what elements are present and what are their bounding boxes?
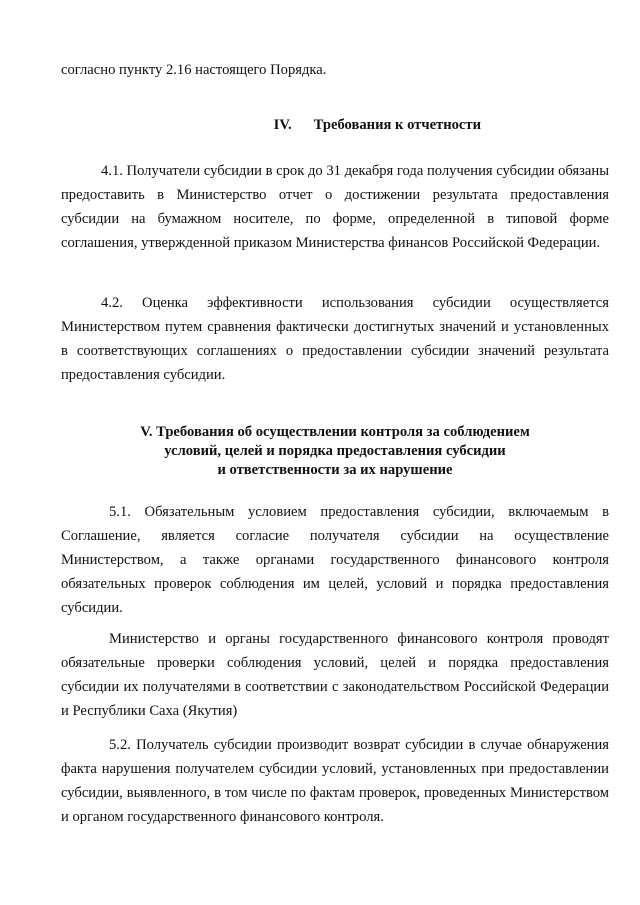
section-4-number: IV.	[273, 117, 292, 133]
paragraph-4-1: 4.1. Получатели субсидии в срок до 31 декабря года получения субсидии обязаны предоставить в Министерство отчет о достижении результата предоставления субсидии на бумажном носителе, по форме, определенной в типовой форме соглашения, утвержденной приказом Министерства финансов Российской Федерации.	[61, 163, 609, 251]
paragraph-4-2: 4.2. Оценка эффективности использования субсидии осуществляется Министерством путем сравнения фактически достигнутых значений и установленных в соответствующих соглашениях о предоставлении субсидии значений результата предоставления субсидии.	[61, 295, 609, 383]
paragraph-5-1-continued: Министерство и органы государственного финансового контроля проводят обязательные проверки соблюдения условий, целей и порядка предоставления субсидии их получателями в соответствии с законодательством Российской Федерации и Республики Саха (Якутия)	[61, 631, 609, 719]
section-5-title-line3: и ответственности за их нарушение	[217, 462, 453, 478]
section-4-heading	[61, 113, 481, 137]
paragraph-5-1: 5.1. Обязательным условием предоставления субсидии, включаемым в Соглашение, является согласие получателя субсидии на осуществление Министерством, а также органами государственного финансового контроля обязательных проверок соблюдения им целей, условий и порядка предоставления субсидии.	[61, 504, 609, 616]
section-5-heading	[61, 423, 609, 480]
section-5-title-line1: V. Требования об осуществлении контроля за соблюдением	[140, 424, 530, 440]
section-4-title: Требования к отчетности	[313, 117, 481, 133]
paragraph-5-2: 5.2. Получатель субсидии производит возврат субсидии в случае обнаружения факта нарушения получателем субсидии условий, установленных при предоставлении субсидии, выявленного, в том числе по фактам проверок, проведенных Министерством и органом государственного финансового контроля.	[61, 737, 609, 825]
section-5-title-line2: условий, целей и порядка предоставления субсидии	[164, 443, 506, 459]
carry-over-line: согласно пункту 2.16 настоящего Порядка.	[61, 62, 327, 78]
